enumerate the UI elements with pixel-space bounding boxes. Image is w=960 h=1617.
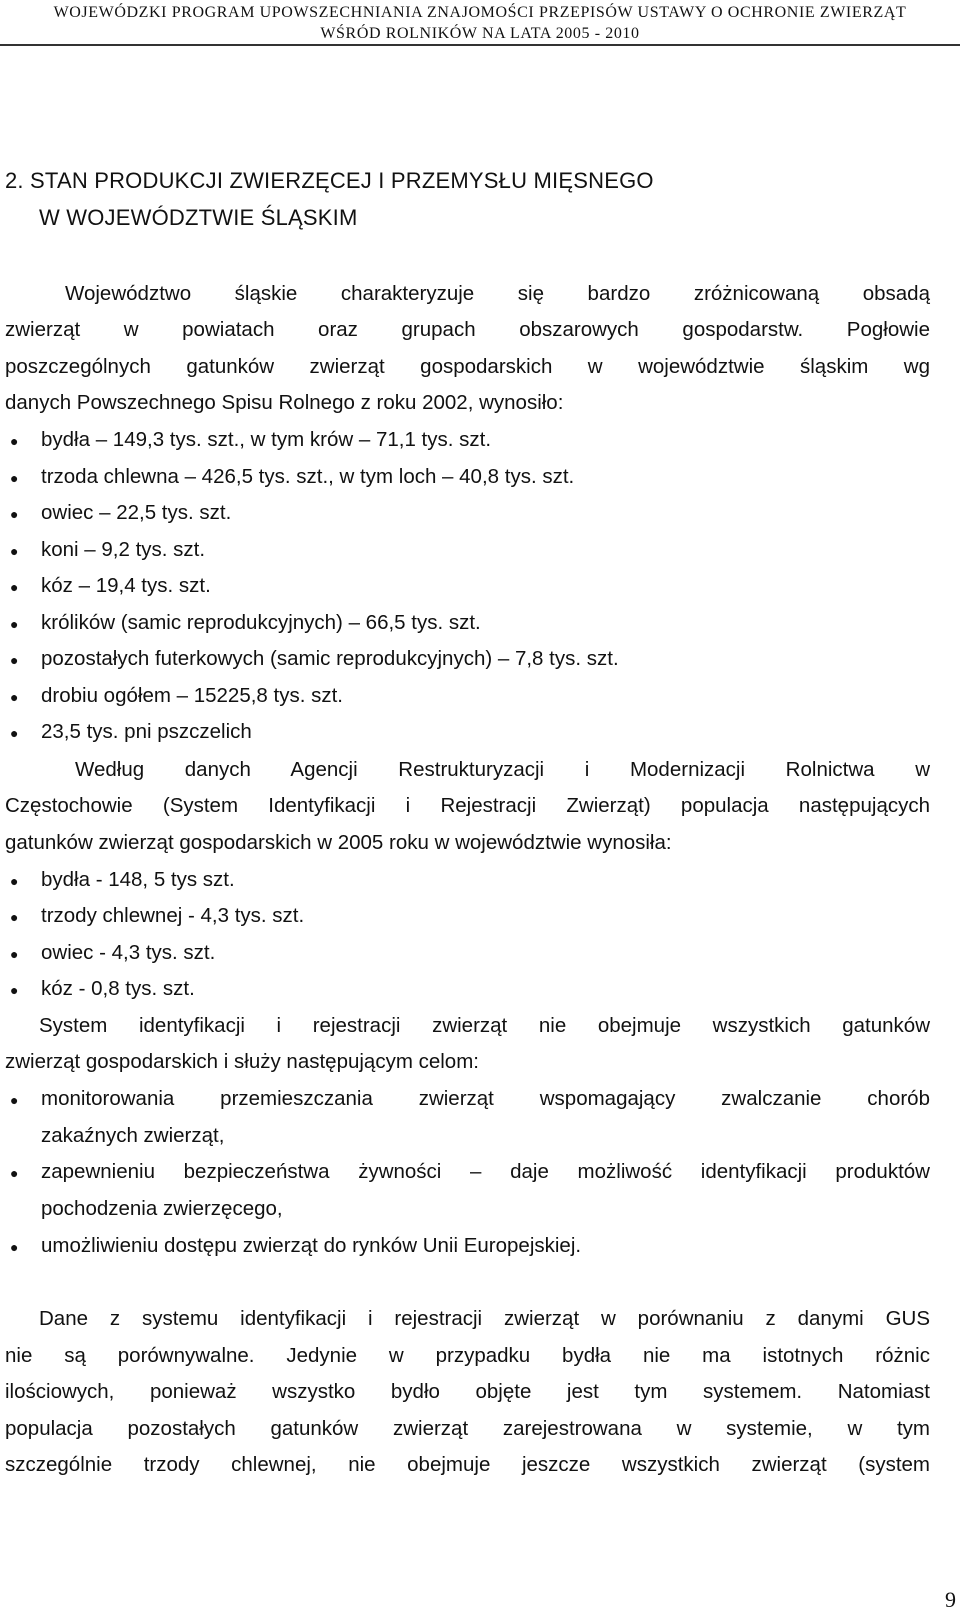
bullet-icon: ● xyxy=(10,689,19,705)
comparison-line: szczególnie trzody chlewnej, nie obejmuje jeszcze wszystkich zwierząt (system xyxy=(5,1453,930,1476)
running-header xyxy=(0,2,960,44)
purpose-item-line: zapewnieniu bezpieczeństwa żywności – daje możliwość identyfikacji produktów xyxy=(41,1160,930,1183)
list-item: kóz – 19,4 tys. szt. xyxy=(41,574,211,597)
bullet-icon: ● xyxy=(10,652,19,668)
list-item: pozostałych futerkowych (samic reprodukcyjnych) – 7,8 tys. szt. xyxy=(41,647,619,670)
bullet-icon: ● xyxy=(10,579,19,595)
comparison-line: nie są porównywalne. Jedynie w przypadku bydła nie ma istotnych różnic xyxy=(5,1344,930,1367)
list-item: 23,5 tys. pni pszczelich xyxy=(41,720,252,743)
bullet-icon: ● xyxy=(10,725,19,741)
header-rule xyxy=(0,44,960,46)
bullet-icon: ● xyxy=(10,616,19,632)
bullet-icon: ● xyxy=(10,909,19,925)
purpose-item-line: monitorowania przemieszczania zwierząt wspomagający zwalczanie chorób xyxy=(41,1087,930,1110)
list-item: królików (samic reprodukcyjnych) – 66,5 tys. szt. xyxy=(41,611,481,634)
system-line: zwierząt gospodarskich i służy następującym celom: xyxy=(5,1050,479,1073)
bullet-icon: ● xyxy=(10,1239,19,1255)
section-heading-line-2: W WOJEWÓDZTWIE ŚLĄSKIM xyxy=(39,205,358,230)
purpose-item-line: pochodzenia zwierzęcego, xyxy=(41,1197,283,1220)
bullet-icon: ● xyxy=(10,543,19,559)
system-line: System identyfikacji i rejestracji zwierząt nie obejmuje wszystkich gatunków xyxy=(39,1014,930,1037)
list-item: drobiu ogółem – 15225,8 tys. szt. xyxy=(41,684,343,707)
bullet-icon: ● xyxy=(10,946,19,962)
intro-line: Województwo śląskie charakteryzuje się bardzo zróżnicowaną obsadą xyxy=(65,282,930,305)
header-line-1: WOJEWÓDZKI PROGRAM UPOWSZECHNIANIA ZNAJOMOŚCI PRZEPISÓW USTAWY O OCHRONIE ZWIERZĄT xyxy=(53,4,907,21)
bullet-icon: ● xyxy=(10,982,19,998)
list-item: koni – 9,2 tys. szt. xyxy=(41,538,206,561)
arimr-line: Według danych Agencji Restrukturyzacji i Modernizacji Rolnictwa w xyxy=(75,758,930,781)
list-item: trzoda chlewna – 426,5 tys. szt., w tym loch – 40,8 tys. szt. xyxy=(41,465,575,488)
list-item: bydła – 149,3 tys. szt., w tym krów – 71,1 tys. szt. xyxy=(41,428,492,451)
bullet-icon: ● xyxy=(10,470,19,486)
purpose-item-line: umożliwieniu dostępu zwierząt do rynków Unii Europejskiej. xyxy=(41,1234,582,1257)
comparison-line: populacja pozostałych gatunków zwierząt zarejestrowana w systemie, w tym xyxy=(5,1417,930,1440)
purpose-item-line: zakaźnych zwierząt, xyxy=(41,1124,225,1147)
arimr-line: gatunków zwierząt gospodarskich w 2005 roku w województwie wynosiła: xyxy=(5,831,672,854)
comparison-line: Dane z systemu identyfikacji i rejestracji zwierząt w porównaniu z danymi GUS xyxy=(39,1307,930,1330)
arimr-line: Częstochowie (System Identyfikacji i Rejestracji Zwierząt) populacja następujących xyxy=(5,794,930,817)
intro-line: zwierząt w powiatach oraz grupach obszarowych gospodarstw. Pogłowie xyxy=(5,318,930,341)
bullet-icon: ● xyxy=(10,1165,19,1181)
comparison-line: ilościowych, ponieważ wszystko bydło objęte jest tym systemem. Natomiast xyxy=(5,1380,930,1403)
list-item: bydła - 148, 5 tys szt. xyxy=(41,868,235,891)
list-item: owiec - 4,3 tys. szt. xyxy=(41,941,216,964)
list-item: kóz - 0,8 tys. szt. xyxy=(41,977,195,1000)
intro-line: poszczególnych gatunków zwierząt gospodarskich w województwie śląskim wg xyxy=(5,355,930,378)
bullet-icon: ● xyxy=(10,506,19,522)
list-item: owiec – 22,5 tys. szt. xyxy=(41,501,232,524)
bullet-icon: ● xyxy=(10,433,19,449)
page-number: 9 xyxy=(945,1587,956,1612)
bullet-icon: ● xyxy=(10,873,19,889)
intro-line: danych Powszechnego Spisu Rolnego z roku 2002, wynosiło: xyxy=(5,391,564,414)
list-item: trzody chlewnej - 4,3 tys. szt. xyxy=(41,904,305,927)
header-line-2: WŚRÓD ROLNIKÓW NA LATA 2005 - 2010 xyxy=(320,25,640,42)
bullet-icon: ● xyxy=(10,1092,19,1108)
section-heading-line-1: 2. STAN PRODUKCJI ZWIERZĘCEJ I PRZEMYSŁU MIĘSNEGO xyxy=(5,168,654,193)
